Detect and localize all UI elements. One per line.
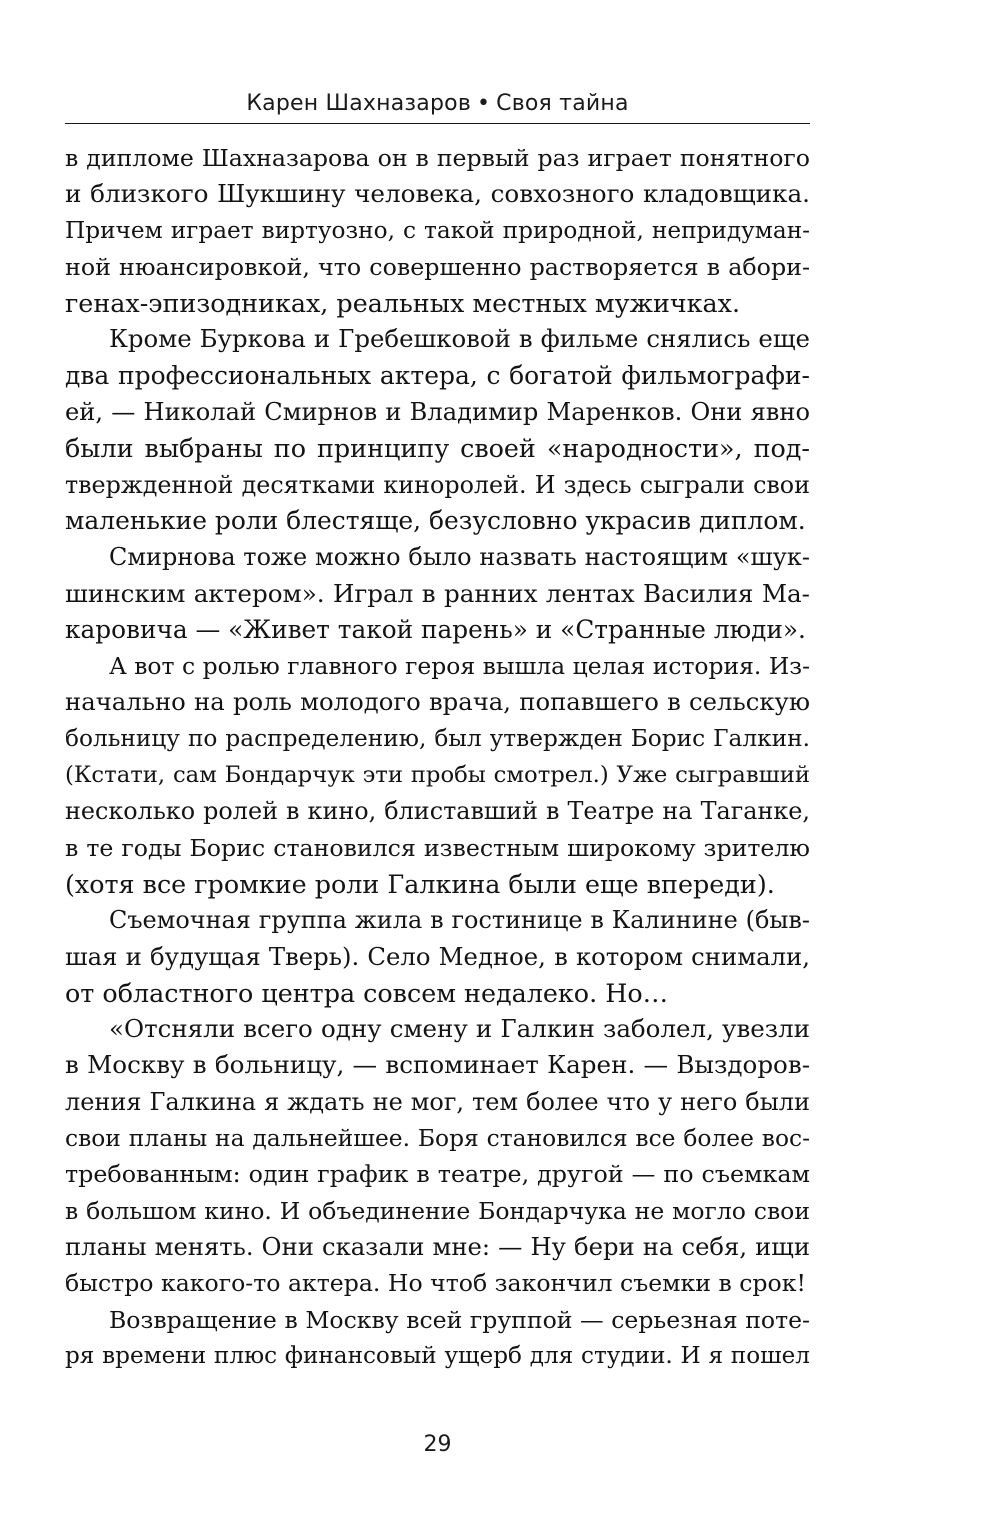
text-line: твержденной десятками киноролей. И здесь сыграли свои <box>65 470 810 499</box>
text-line: ря времени плюс финансовый ущерб для студии. И я пошел <box>65 1342 810 1369</box>
text-line: маленькие роли блестяще, безусловно украсив диплом. <box>65 505 806 535</box>
text-line: каровича — «Живет такой парень» и «Странные люди». <box>65 614 806 644</box>
text-line: шая и будущая Тверь). Село Медное, в котором снимали, <box>65 941 810 971</box>
text-line: (Кстати, сам Бондарчук эти пробы смотрел.) Уже сыгравший <box>65 762 810 789</box>
body-text <box>65 140 810 1374</box>
paragraph-first-line: Возвращение в Москву всей группой — серьезная поте- <box>109 1305 810 1334</box>
paragraph-first-line: Съемочная группа жила в гостинице в Калинине (быв- <box>109 906 810 935</box>
header-rule <box>65 123 810 124</box>
text-line: быстро какого-то актера. Но чтоб закончил съемки в срок! <box>65 1269 806 1298</box>
text-line: начально на роль молодого врача, попавшего в сельскую <box>65 687 810 717</box>
text-line: и близкого Шукшину человека, совхозного кладовщика. <box>65 179 810 209</box>
text-line: больницу по распределению, был утвержден Борис Галкин. <box>65 724 810 752</box>
paragraph-first-line: Смирнова тоже можно было назвать настоящим «шук- <box>109 543 810 572</box>
text-line: Причем играет виртуозно, с такой природной, непридуман- <box>65 216 810 244</box>
paragraph-first-line: А вот с ролью главного героя вышла целая история. Из- <box>109 652 810 681</box>
running-header <box>65 90 810 118</box>
paragraph-first-line: Кроме Буркова и Гребешковой в фильме снялись еще <box>109 324 810 354</box>
header-author: Карен Шахназаров <box>246 91 471 116</box>
text-line: шинским актером». Играл в ранних лентах Василия Ма- <box>65 578 810 608</box>
text-line: ей, — Николай Смирнов и Владимир Маренков. Они явно <box>65 398 810 427</box>
text-line: в те годы Борис становился известным широкому зрителю <box>65 833 810 862</box>
paragraph-first-line: «Отсняли всего одну смену и Галкин заболел, увезли <box>109 1014 810 1044</box>
text-line: планы менять. Они сказали мне: — Ну бери на себя, ищи <box>65 1231 810 1261</box>
text-line: несколько ролей в кино, блиставший в Театре на Таганке, <box>65 797 810 826</box>
text-line: в большом кино. И объединение Бондарчука не могло свои <box>65 1196 810 1225</box>
text-line: два профессиональных актера, с богатой фильмографи- <box>65 360 810 390</box>
text-line: в Москву в больницу, — вспоминает Карен. — Выздоров- <box>65 1050 810 1080</box>
text-line: ления Галкина я ждать не мог, тем более что у него были <box>65 1087 810 1116</box>
text-line: (хотя все громкие роли Галкина были еще впереди). <box>65 868 775 899</box>
text-line: были выбраны по принципу своей «народности», под- <box>65 433 810 464</box>
text-line: свои планы на дальнейшее. Боря становился все более вос- <box>65 1124 810 1153</box>
text-line: требованным: один график в театре, другой — по съемкам <box>65 1160 810 1189</box>
text-line: генах-эпизодниках, реальных местных мужичках. <box>65 288 741 319</box>
header-book-title: Своя тайна <box>496 91 629 116</box>
page-number: 29 <box>423 1432 452 1457</box>
text-line: от областного центра совсем недалеко. Но… <box>65 977 669 1008</box>
text-line: ной нюансировкой, что совершенно растворяется в абори- <box>65 252 810 281</box>
text-line: в дипломе Шахназарова он в первый раз играет понятного <box>65 144 810 172</box>
header-separator: • <box>476 91 491 116</box>
